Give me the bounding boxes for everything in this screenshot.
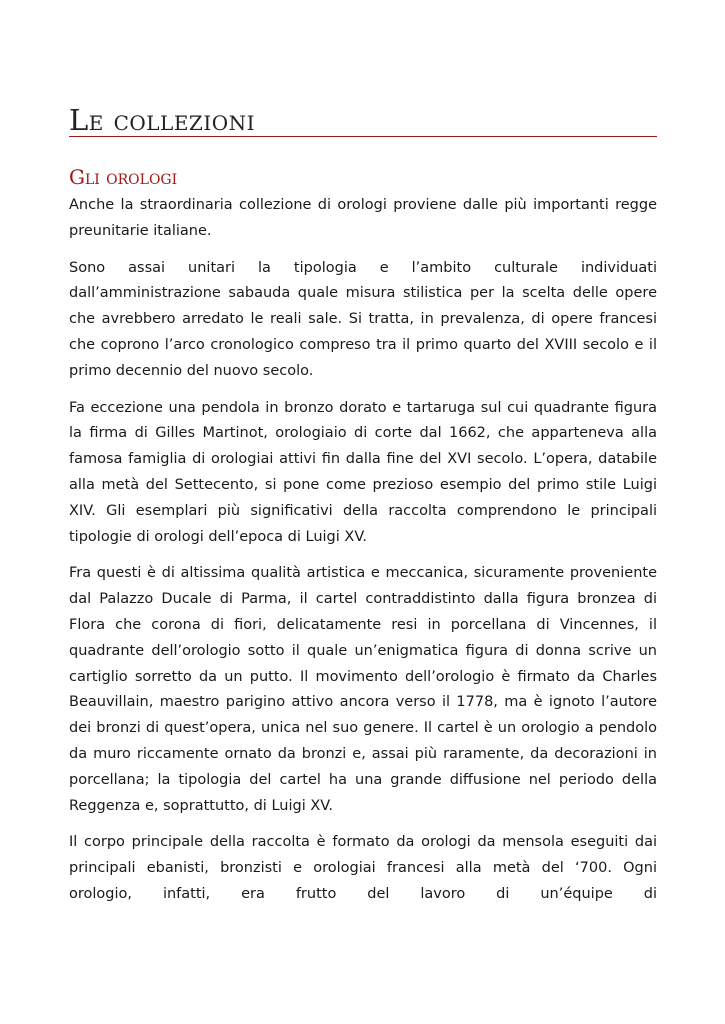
paragraph-1: Anche la straordinaria collezione di orologi proviene dalle più importanti regge preunitarie italiane.: [69, 197, 657, 239]
paragraph-3: Fa eccezione una pendola in bronzo dorato e tartaruga sul cui quadrante figura la firma di Gilles Martinot, orologiaio di corte dal 1662, che apparteneva alla famosa famiglia di orologiai attivi fin dalla fine del XVI secolo. L’opera, databile alla metà del Settecento, si pone come prezioso esempio del primo stile Luigi XIV. Gli esemplari più significativi della raccolta comprendono le principali tipologie di orologi dell’epoca di Luigi XV.: [69, 399, 657, 545]
paragraph-5: Il corpo principale della raccolta è formato da orologi da mensola eseguiti dai principali ebanisti, bronzisti e orologiai francesi alla metà del ‘700. Ogni orologio, infatti, era frutto del lavoro di un’équipe di: [69, 834, 657, 902]
chapter-title: Le collezioni: [69, 104, 657, 137]
section-title: Gli orologi: [69, 165, 178, 189]
page-content: [69, 104, 657, 908]
paragraph-2: Sono assai unitari la tipologia e l’ambito culturale individuati dall’amministrazione sabauda quale misura stilistica per la scelta delle opere che avrebbero arredato le reali sale. Si tratta, in prevalenza, di opere francesi che coprono l’arco cronologico compreso tra il primo quarto del XVIII secolo e il primo decennio del nuovo secolo.: [69, 259, 657, 379]
paragraph-4: Fra questi è di altissima qualità artistica e meccanica, sicuramente proveniente dal Palazzo Ducale di Parma, il cartel contraddistinto dalla figura bronzea di Flora che corona di fiori, delicatamente resi in porcellana di Vincennes, il quadrante dell’orologio sotto il quale un’enigmatica figura di donna scrive un cartiglio sorretto da un putto. Il movimento dell’orologio è firmato da Charles Beauvillain, maestro parigino attivo ancora verso il 1778, ma è ignoto l’autore dei bronzi di quest’opera, unica nel suo genere. Il cartel è un orologio a pendolo da muro riccamente ornato da bronzi e, assai più raramente, da decorazioni in porcellana; la tipologia del cartel ha una grande diffusione nel periodo della Reggenza e, soprattutto, di Luigi XV.: [69, 565, 657, 814]
